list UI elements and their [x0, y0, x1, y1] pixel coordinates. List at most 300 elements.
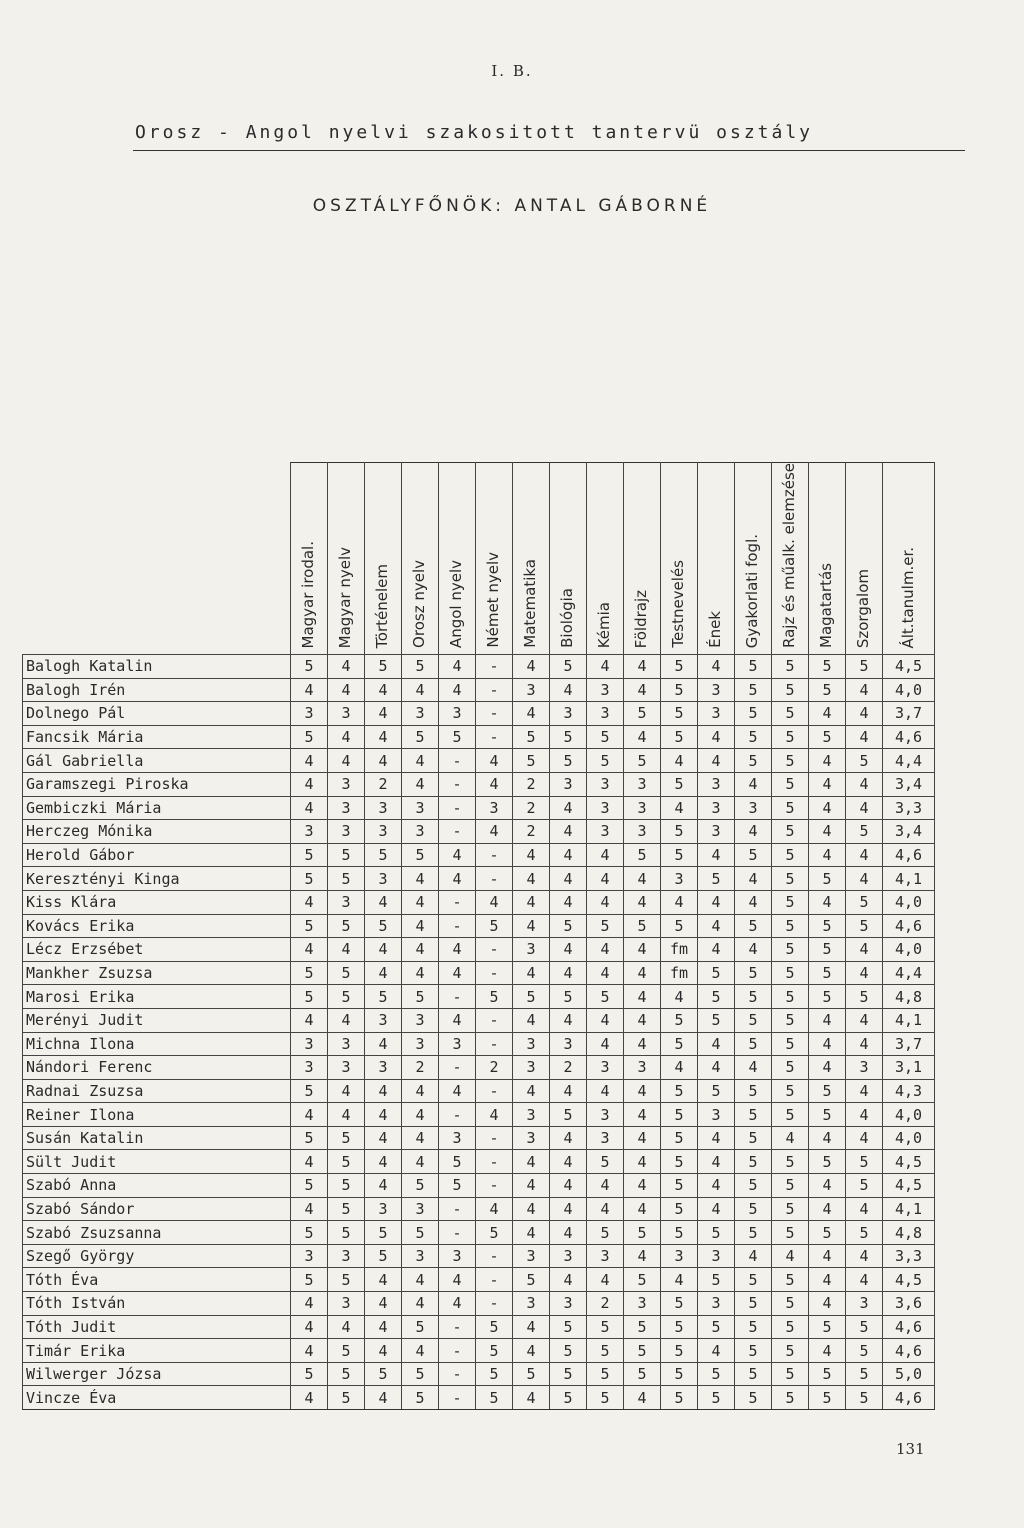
grade-cell: 4: [328, 725, 365, 749]
grade-cell: 5: [735, 1150, 772, 1174]
grade-cell: 5: [661, 1008, 698, 1032]
class-code: I. B.: [491, 62, 533, 80]
grade-cell: 4: [809, 1292, 846, 1316]
student-name: Tóth Judit: [23, 1315, 291, 1339]
grade-cell: 5: [291, 843, 328, 867]
grade-cell: -: [476, 1174, 513, 1198]
average-cell: 4,6: [883, 1315, 935, 1339]
grade-cell: 5: [772, 820, 809, 844]
grade-cell: 4: [402, 938, 439, 962]
grade-cell: -: [476, 678, 513, 702]
average-cell: 4,0: [883, 890, 935, 914]
grade-cell: 3: [402, 1197, 439, 1221]
student-row: [23, 725, 935, 749]
grade-cell: 5: [291, 1268, 328, 1292]
grade-cell: 4: [365, 702, 402, 726]
grade-cell: -: [439, 1056, 476, 1080]
grade-cell: 5: [661, 1339, 698, 1363]
grade-cell: 4: [328, 655, 365, 679]
student-name: Szegő György: [23, 1244, 291, 1268]
grade-cell: 4: [587, 1197, 624, 1221]
grade-cell: 5: [550, 1386, 587, 1410]
grade-cell: 5: [735, 1221, 772, 1245]
grade-cell: 4: [439, 843, 476, 867]
grade-cell: 4: [513, 702, 550, 726]
student-name: Vincze Éva: [23, 1386, 291, 1410]
student-name: Herczeg Mónika: [23, 820, 291, 844]
grade-cell: 4: [661, 985, 698, 1009]
grade-cell: 5: [513, 725, 550, 749]
class-teacher: OSZTÁLYFŐNÖK: ANTAL GÁBORNÉ: [312, 196, 712, 216]
grade-cell: 5: [291, 961, 328, 985]
grade-cell: 4: [846, 1244, 883, 1268]
grade-cell: 3: [291, 820, 328, 844]
grade-cell: 4: [513, 1221, 550, 1245]
grade-cell: 4: [624, 1386, 661, 1410]
grade-cell: 5: [735, 1386, 772, 1410]
average-cell: 4,0: [883, 1126, 935, 1150]
grade-cell: 5: [809, 1150, 846, 1174]
grade-cell: 4: [476, 1103, 513, 1127]
title-underline: [133, 150, 965, 151]
grade-cell: 5: [291, 914, 328, 938]
grade-cell: 5: [772, 961, 809, 985]
grade-cell: 5: [476, 1221, 513, 1245]
grade-cell: 5: [402, 1362, 439, 1386]
grade-cell: 4: [809, 702, 846, 726]
grade-cell: 4: [291, 749, 328, 773]
grade-cell: 3: [550, 702, 587, 726]
subject-label: Magyar irodal.: [299, 540, 318, 648]
student-name: Herold Gábor: [23, 843, 291, 867]
grade-cell: 4: [809, 1126, 846, 1150]
grade-cell: 4: [809, 796, 846, 820]
student-name: Lécz Erzsébet: [23, 938, 291, 962]
grade-cell: 5: [735, 1362, 772, 1386]
grade-cell: 5: [772, 1056, 809, 1080]
student-row: [23, 1056, 935, 1080]
grade-cell: 5: [735, 1103, 772, 1127]
grade-cell: 4: [513, 961, 550, 985]
grade-cell: 4: [587, 867, 624, 891]
grade-cell: 5: [772, 678, 809, 702]
grade-cell: 4: [365, 1126, 402, 1150]
average-cell: 4,6: [883, 1386, 935, 1410]
grade-cell: -: [476, 961, 513, 985]
grade-cell: 4: [624, 678, 661, 702]
student-name: Balogh Irén: [23, 678, 291, 702]
grade-cell: 5: [735, 1126, 772, 1150]
grade-cell: 5: [735, 1315, 772, 1339]
grade-cell: 5: [809, 1221, 846, 1245]
grade-cell: 3: [328, 1056, 365, 1080]
grade-cell: 4: [735, 938, 772, 962]
grade-cell: 4: [550, 961, 587, 985]
grade-cell: 4: [365, 1292, 402, 1316]
grade-cell: 3: [513, 1292, 550, 1316]
grade-cell: 3: [624, 772, 661, 796]
grade-cell: 5: [735, 749, 772, 773]
grade-cell: 5: [772, 749, 809, 773]
grade-cell: 3: [698, 820, 735, 844]
grade-cell: -: [476, 1008, 513, 1032]
student-row: [23, 655, 935, 679]
average-cell: 4,4: [883, 749, 935, 773]
grade-cell: 5: [550, 914, 587, 938]
grade-cell: 5: [772, 796, 809, 820]
grade-cell: -: [476, 1268, 513, 1292]
grade-cell: 4: [513, 867, 550, 891]
grade-cell: 4: [513, 1315, 550, 1339]
grade-cell: 3: [291, 1032, 328, 1056]
grade-cell: 3: [291, 1056, 328, 1080]
grade-cell: 5: [846, 890, 883, 914]
grade-cell: 4: [476, 749, 513, 773]
grade-cell: 5: [772, 702, 809, 726]
grade-cell: 5: [772, 1150, 809, 1174]
subject-label: Gyakorlati fogl.: [743, 533, 762, 648]
grade-cell: 5: [735, 655, 772, 679]
grade-cell: 4: [809, 1197, 846, 1221]
grade-cell: 4: [402, 1126, 439, 1150]
grade-cell: 4: [698, 1339, 735, 1363]
student-name: Radnai Zsuzsa: [23, 1079, 291, 1103]
grade-cell: 4: [735, 820, 772, 844]
grade-table: [22, 462, 935, 1410]
grade-cell: 5: [809, 1079, 846, 1103]
grade-cell: 4: [698, 1174, 735, 1198]
subject-header: [402, 463, 439, 655]
grade-cell: 4: [550, 1268, 587, 1292]
grade-cell: 5: [661, 725, 698, 749]
grade-cell: 4: [550, 1079, 587, 1103]
grade-cell: 4: [624, 1197, 661, 1221]
grade-cell: 4: [402, 914, 439, 938]
average-cell: 3,3: [883, 1244, 935, 1268]
student-row: [23, 749, 935, 773]
grade-cell: 4: [587, 843, 624, 867]
grade-cell: 4: [550, 678, 587, 702]
average-cell: 4,5: [883, 655, 935, 679]
student-row: [23, 961, 935, 985]
grade-cell: 3: [698, 702, 735, 726]
student-row: [23, 1174, 935, 1198]
grade-cell: 5: [698, 1386, 735, 1410]
grade-cell: 5: [661, 678, 698, 702]
grade-cell: 4: [661, 749, 698, 773]
grade-cell: 5: [846, 1339, 883, 1363]
grade-cell: 4: [513, 655, 550, 679]
grade-cell: 5: [550, 1362, 587, 1386]
student-row: [23, 1103, 935, 1127]
grade-cell: 3: [550, 1032, 587, 1056]
grade-cell: 5: [661, 655, 698, 679]
grade-cell: 5: [365, 985, 402, 1009]
grade-cell: 4: [772, 1126, 809, 1150]
grade-cell: -: [476, 1292, 513, 1316]
grade-cell: 4: [587, 1032, 624, 1056]
grade-cell: 5: [661, 1221, 698, 1245]
student-name: Tóth Éva: [23, 1268, 291, 1292]
grade-cell: 3: [513, 938, 550, 962]
grade-cell: 3: [365, 1008, 402, 1032]
average-cell: 4,4: [883, 961, 935, 985]
grade-cell: 5: [291, 1126, 328, 1150]
student-name: Garamszegi Piroska: [23, 772, 291, 796]
average-cell: 5,0: [883, 1362, 935, 1386]
grade-cell: 5: [772, 1315, 809, 1339]
grade-cell: 4: [365, 938, 402, 962]
student-name: Kovács Erika: [23, 914, 291, 938]
subject-header: [365, 463, 402, 655]
average-cell: 3,3: [883, 796, 935, 820]
student-row: [23, 1126, 935, 1150]
grade-cell: 4: [513, 843, 550, 867]
grade-cell: 5: [698, 1268, 735, 1292]
grade-cell: 4: [291, 1292, 328, 1316]
grade-cell: 4: [698, 1056, 735, 1080]
grade-cell: 4: [698, 938, 735, 962]
grade-cell: -: [476, 1032, 513, 1056]
grade-cell: 5: [550, 1103, 587, 1127]
grade-cell: 4: [328, 1008, 365, 1032]
grade-cell: 5: [661, 1315, 698, 1339]
grade-cell: 5: [439, 1150, 476, 1174]
average-cell: 4,0: [883, 1103, 935, 1127]
grade-cell: 5: [476, 1362, 513, 1386]
subject-header: [291, 463, 328, 655]
grade-cell: 4: [439, 655, 476, 679]
student-row: [23, 1150, 935, 1174]
grade-cell: 4: [513, 1079, 550, 1103]
grade-cell: 4: [624, 725, 661, 749]
grade-cell: 4: [809, 1339, 846, 1363]
grade-cell: 5: [735, 1268, 772, 1292]
grade-cell: 5: [587, 1150, 624, 1174]
grade-cell: 4: [846, 1197, 883, 1221]
grade-cell: 4: [291, 890, 328, 914]
grade-cell: 4: [587, 1174, 624, 1198]
grade-cell: 4: [550, 1150, 587, 1174]
grade-cell: 3: [587, 820, 624, 844]
grade-cell: 3: [402, 796, 439, 820]
grade-cell: -: [439, 1386, 476, 1410]
grade-cell: 4: [365, 725, 402, 749]
grade-cell: 5: [587, 1386, 624, 1410]
grade-cell: 5: [328, 1268, 365, 1292]
grade-cell: 5: [624, 1339, 661, 1363]
grade-cell: 5: [587, 1339, 624, 1363]
grade-cell: 5: [772, 1221, 809, 1245]
grade-cell: 4: [439, 1292, 476, 1316]
grade-cell: 5: [735, 1197, 772, 1221]
average-cell: 4,6: [883, 1339, 935, 1363]
grade-cell: 4: [587, 1268, 624, 1292]
grade-cell: 4: [624, 1103, 661, 1127]
grade-cell: 4: [513, 914, 550, 938]
grade-cell: 4: [550, 820, 587, 844]
grade-cell: 3: [735, 796, 772, 820]
grade-cell: -: [439, 820, 476, 844]
subject-label: Biológia: [558, 588, 577, 648]
grade-cell: -: [439, 890, 476, 914]
grade-cell: 5: [735, 914, 772, 938]
grade-cell: 5: [476, 1315, 513, 1339]
grade-cell: 5: [513, 749, 550, 773]
grade-cell: 4: [624, 655, 661, 679]
grade-cell: 3: [513, 1126, 550, 1150]
average-cell: 3,4: [883, 772, 935, 796]
grade-cell: 3: [328, 702, 365, 726]
grade-cell: 3: [291, 702, 328, 726]
grade-cell: 4: [328, 1079, 365, 1103]
student-name: Szabó Sándor: [23, 1197, 291, 1221]
grade-cell: 5: [772, 1292, 809, 1316]
page-number: 131: [896, 1440, 925, 1458]
grade-cell: -: [439, 1315, 476, 1339]
grade-cell: 5: [587, 725, 624, 749]
grade-cell: 5: [328, 1386, 365, 1410]
average-cell: 4,5: [883, 1150, 935, 1174]
grade-cell: 5: [661, 1103, 698, 1127]
grade-cell: 4: [550, 867, 587, 891]
grade-cell: 3: [328, 772, 365, 796]
grade-cell: 5: [365, 1221, 402, 1245]
subject-header: [513, 463, 550, 655]
average-cell: 4,8: [883, 1221, 935, 1245]
grade-cell: 4: [809, 772, 846, 796]
grade-cell: 4: [291, 678, 328, 702]
grade-cell: 3: [328, 890, 365, 914]
grade-cell: 5: [809, 961, 846, 985]
grade-cell: 3: [698, 772, 735, 796]
grade-cell: 4: [439, 867, 476, 891]
grade-cell: 5: [735, 1339, 772, 1363]
grade-cell: 5: [439, 725, 476, 749]
student-row: [23, 914, 935, 938]
subject-label: Történelem: [373, 563, 392, 648]
grade-cell: 4: [846, 678, 883, 702]
grade-cell: 5: [328, 914, 365, 938]
grade-cell: 4: [624, 938, 661, 962]
average-cell: 4,5: [883, 1268, 935, 1292]
grade-cell: 2: [513, 820, 550, 844]
student-name: Kiss Klára: [23, 890, 291, 914]
student-row: [23, 678, 935, 702]
grade-cell: 5: [624, 1221, 661, 1245]
average-cell: 4,0: [883, 678, 935, 702]
grade-cell: 5: [661, 843, 698, 867]
subject-label: Orosz nyelv: [410, 560, 429, 648]
grade-cell: 5: [402, 1386, 439, 1410]
grade-cell: 4: [476, 820, 513, 844]
student-row: [23, 1362, 935, 1386]
grade-cell: 3: [328, 1292, 365, 1316]
grade-cell: 5: [624, 1315, 661, 1339]
subject-header: [624, 463, 661, 655]
student-name: Merényi Judit: [23, 1008, 291, 1032]
grade-cell: 3: [439, 1126, 476, 1150]
grade-cell: 5: [846, 749, 883, 773]
grade-cell: 2: [513, 796, 550, 820]
grade-cell: 4: [624, 1079, 661, 1103]
average-cell: 3,1: [883, 1056, 935, 1080]
student-row: [23, 1315, 935, 1339]
grade-cell: -: [439, 1221, 476, 1245]
grade-cell: 5: [809, 678, 846, 702]
average-cell: 4,5: [883, 1174, 935, 1198]
grade-cell: 3: [698, 1292, 735, 1316]
grade-cell: 4: [809, 820, 846, 844]
grade-cell: 5: [661, 1032, 698, 1056]
grade-cell: 5: [661, 1197, 698, 1221]
grade-cell: 4: [846, 725, 883, 749]
grade-cell: 5: [328, 1362, 365, 1386]
grade-cell: 4: [365, 1315, 402, 1339]
grade-cell: 4: [846, 1126, 883, 1150]
grade-cell: 4: [513, 1150, 550, 1174]
grade-cell: 4: [624, 1032, 661, 1056]
grade-cell: 5: [661, 1126, 698, 1150]
grade-cell: 4: [291, 1150, 328, 1174]
student-name: Timár Erika: [23, 1339, 291, 1363]
grade-cell: 4: [439, 1008, 476, 1032]
grade-cell: 5: [402, 725, 439, 749]
grade-cell: 5: [328, 1126, 365, 1150]
student-row: [23, 702, 935, 726]
grade-cell: 4: [291, 772, 328, 796]
grade-cell: 3: [328, 1032, 365, 1056]
grade-cell: 4: [846, 961, 883, 985]
student-name: Sült Judit: [23, 1150, 291, 1174]
student-row: [23, 796, 935, 820]
grade-cell: 4: [624, 961, 661, 985]
grade-cell: 5: [587, 1221, 624, 1245]
grade-cell: 4: [365, 1386, 402, 1410]
grade-cell: 3: [402, 702, 439, 726]
grade-cell: 4: [550, 1221, 587, 1245]
grade-cell: 5: [624, 749, 661, 773]
grade-cell: 5: [476, 985, 513, 1009]
grade-cell: 3: [587, 796, 624, 820]
subject-label: Matematika: [521, 559, 540, 648]
grade-cell: 5: [661, 1292, 698, 1316]
average-cell: 4,6: [883, 914, 935, 938]
grade-cell: 5: [402, 1174, 439, 1198]
grade-cell: 5: [661, 702, 698, 726]
grade-cell: 4: [809, 1056, 846, 1080]
grade-cell: 5: [772, 1339, 809, 1363]
student-row: [23, 1197, 935, 1221]
student-row: [23, 820, 935, 844]
grade-cell: 4: [439, 938, 476, 962]
grade-cell: 5: [698, 1079, 735, 1103]
grade-cell: 4: [809, 890, 846, 914]
grade-cell: 4: [735, 1056, 772, 1080]
grade-cell: 4: [735, 772, 772, 796]
grade-cell: -: [439, 1339, 476, 1363]
grade-cell: 5: [846, 985, 883, 1009]
grade-cell: 5: [291, 1079, 328, 1103]
grade-cell: 4: [550, 1197, 587, 1221]
grade-cell: 3: [513, 1056, 550, 1080]
student-row: [23, 1268, 935, 1292]
grade-cell: 3: [365, 1056, 402, 1080]
grade-cell: -: [476, 938, 513, 962]
grade-cell: 4: [661, 796, 698, 820]
grade-cell: 4: [698, 749, 735, 773]
grade-cell: 3: [698, 1244, 735, 1268]
